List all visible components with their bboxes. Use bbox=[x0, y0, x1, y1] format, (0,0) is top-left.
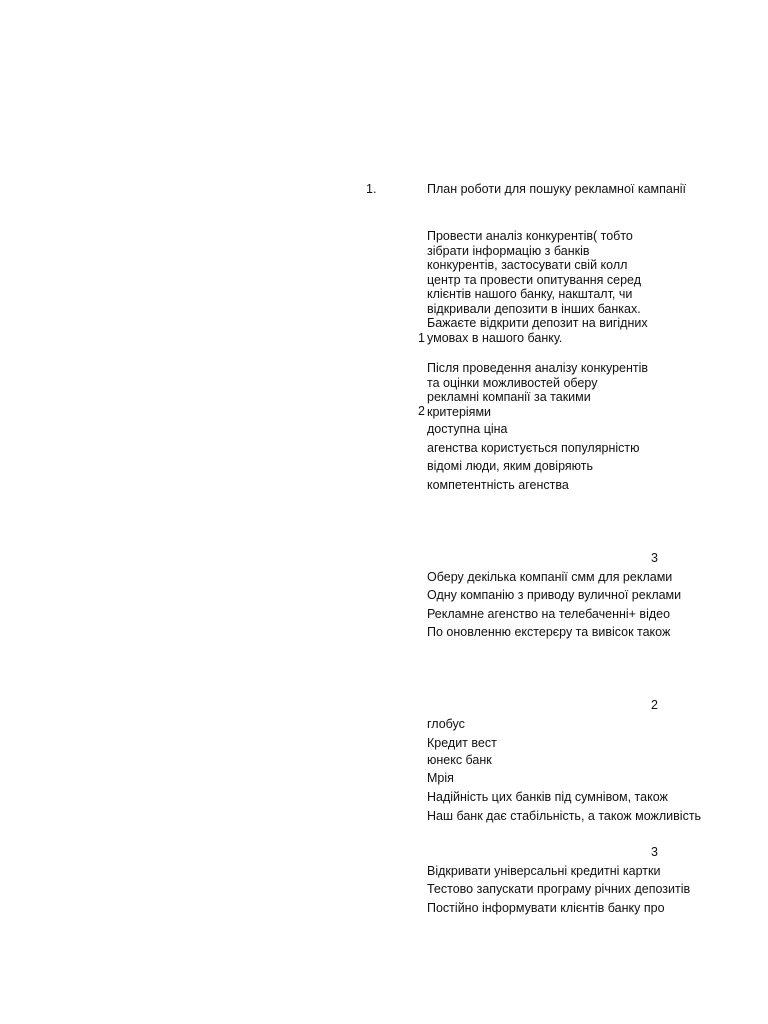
step1-line: клієнтів нашого банку, накшталт, чи bbox=[427, 287, 633, 301]
section2b-item: глобус bbox=[427, 717, 465, 731]
criteria-item: компетентність агенства bbox=[427, 478, 569, 492]
step2-line: та оцінки можливостей оберу bbox=[427, 375, 598, 390]
step1-line: Бажаєте відкрити депозит на вигідних bbox=[427, 316, 648, 330]
step1-line: конкурентів, застосувати свій колл bbox=[427, 258, 628, 272]
section2b-item: юнекс банк bbox=[427, 753, 492, 767]
section2b-item: Мрія bbox=[427, 771, 454, 785]
heading-text: План роботи для пошуку рекламної кампанії bbox=[427, 182, 687, 196]
step1-paragraph bbox=[427, 229, 667, 345]
step1-number: 1 bbox=[418, 331, 425, 345]
section3a-item: Оберу декілька компанії смм для реклами bbox=[427, 570, 673, 584]
section2b-item: Кредит вест bbox=[427, 736, 497, 750]
section3b-item: Відкривати універсальні кредитні картки bbox=[427, 864, 661, 878]
section3a-number: 3 bbox=[651, 551, 658, 565]
step2-paragraph bbox=[427, 361, 667, 419]
criteria-item: доступна ціна bbox=[427, 422, 508, 436]
criteria-item: відомі люди, яким довіряють bbox=[427, 459, 593, 473]
step2-line: Після проведення аналізу конкурентів bbox=[427, 361, 649, 375]
step1-line: умовах в нашого банку. bbox=[427, 330, 563, 345]
section2b-item: Наш банк дає стабільність, а також можливість bbox=[427, 809, 702, 823]
step2-line: критеріями bbox=[427, 404, 492, 419]
section3a-item: Одну компанію з приводу вуличної реклами bbox=[427, 588, 682, 602]
section2b-item: Надійність цих банків під сумнівом, також bbox=[427, 790, 668, 804]
step1-line: зібрати інформацію з банків bbox=[427, 243, 590, 258]
heading-number: 1. bbox=[366, 182, 377, 196]
section2b-number: 2 bbox=[651, 698, 658, 712]
section3b-item: Тестово запускати програму річних депозитів bbox=[427, 882, 691, 896]
section3b-item: Постійно інформувати клієнтів банку про bbox=[427, 901, 665, 915]
section3a-item: Рекламне агенство на телебаченні+ відео bbox=[427, 607, 671, 621]
section3b-number: 3 bbox=[651, 845, 658, 859]
criteria-item: агенства користується популярністю bbox=[427, 441, 640, 455]
step2-line: рекламні компанії за такими bbox=[427, 390, 591, 404]
step1-line: Провести аналіз конкурентів( тобто bbox=[427, 229, 633, 243]
step1-line: відкривали депозити в інших банках. bbox=[427, 301, 641, 316]
step2-number: 2 bbox=[418, 404, 425, 418]
step1-line: центр та провести опитування серед bbox=[427, 272, 642, 287]
section3a-item: По оновленню екстерєру та вивісок також bbox=[427, 625, 671, 639]
